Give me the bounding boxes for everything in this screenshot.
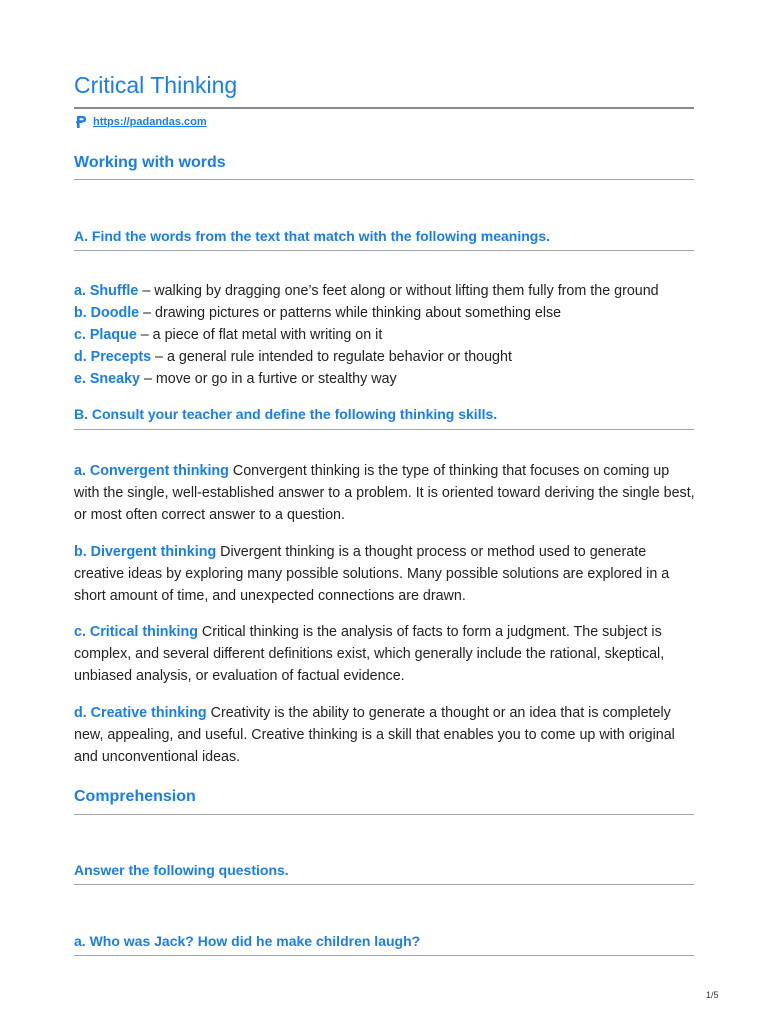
section-divider [74, 814, 694, 815]
section-heading-comprehension: Comprehension [74, 788, 196, 805]
source-link[interactable]: https://padandas.com [93, 116, 207, 128]
skill-term: d. Creative thinking [74, 705, 207, 721]
definition-paragraph [74, 460, 696, 526]
title-divider [74, 107, 694, 109]
vocab-term: b. Doodle [74, 305, 140, 321]
skill-term: b. Divergent thinking [74, 544, 217, 560]
question-a-divider [74, 955, 694, 956]
skill-term: a. Convergent thinking [74, 463, 229, 479]
vocab-definition: – walking by dragging one’s feet along or without lifting them fully from the ground [138, 283, 659, 299]
skill-definition: Divergent thinking is a thought process or method used to generate creative ideas by exploring many possible solutions. Many possible solutions are explored in a short amount of time, and unexpected connections are drawn. [74, 544, 670, 604]
page-title: Critical Thinking [74, 72, 238, 98]
page-indicator: 1/5 [706, 990, 719, 1000]
vocab-term: e. Sneaky [74, 371, 140, 387]
vocab-term: d. Precepts [74, 349, 152, 365]
list-item [74, 302, 704, 324]
padandas-logo-icon [76, 116, 86, 128]
part-b-divider [74, 429, 694, 430]
skill-definition: Critical thinking is the analysis of facts to form a judgment. The subject is complex, and several different definitions exist, which generally include the rational, skeptical, unbiased analysis, or evaluation of factual evidence. [74, 624, 665, 684]
vocab-definition: – a piece of flat metal with writing on it [136, 327, 383, 343]
questions-divider [74, 884, 694, 885]
part-a-heading: A. Find the words from the text that match with the following meanings. [74, 228, 551, 244]
section-divider [74, 179, 694, 180]
definition-paragraph [74, 621, 696, 687]
skill-definition: Convergent thinking is the type of thinking that focuses on coming up with the single, well-established answer to a problem. It is oriented toward deriving the single best, or most often correct answer to a question. [74, 463, 695, 523]
section-heading-working-with-words: Working with words [74, 154, 226, 171]
vocabulary-list [74, 280, 704, 390]
questions-heading: Answer the following questions. [74, 862, 289, 878]
vocab-term: c. Plaque [74, 327, 137, 343]
list-item [74, 324, 704, 346]
vocab-term: a. Shuffle [74, 283, 139, 299]
vocab-definition: – move or go in a furtive or stealthy way [139, 371, 397, 387]
list-item [74, 368, 704, 390]
skill-definition: Creativity is the ability to generate a thought or an idea that is completely new, appealing, and useful. Creative thinking is a skill that enables you to come up with original and unconventional ideas. [74, 705, 675, 765]
part-b-heading: B. Consult your teacher and define the following thinking skills. [74, 406, 498, 422]
definition-paragraph [74, 541, 696, 607]
vocab-definition: – drawing pictures or patterns while thinking about something else [139, 305, 562, 321]
skill-term: c. Critical thinking [74, 624, 198, 640]
list-item [74, 346, 704, 368]
source-line [76, 114, 207, 130]
vocab-definition: – a general rule intended to regulate behavior or thought [151, 349, 512, 365]
question-a-heading: a. Who was Jack? How did he make children laugh? [74, 933, 421, 949]
list-item [74, 280, 704, 302]
definition-paragraph [74, 702, 696, 768]
part-a-divider [74, 250, 694, 251]
